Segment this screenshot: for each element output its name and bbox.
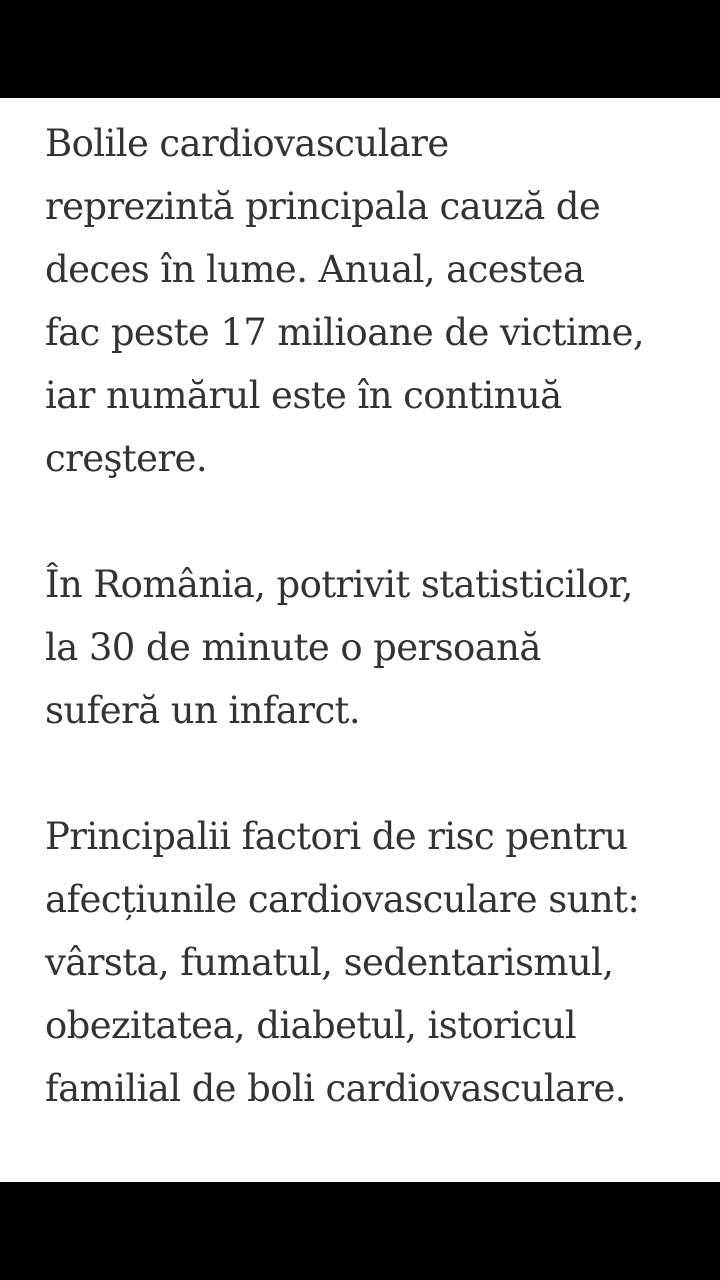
text-line: creştere.: [45, 437, 208, 480]
text-line: afecțiunile cardiovasculare sunt:: [45, 878, 640, 921]
text-line: deces în lume. Anual, acestea: [45, 248, 585, 291]
text-line: Principalii factori de risc pentru: [45, 815, 628, 858]
paragraph-romania-statistics: [45, 553, 700, 742]
text-line: la 30 de minute o persoană: [45, 626, 541, 669]
text-line: Bolile cardiovasculare: [45, 122, 449, 165]
paragraph-risk-factors: [45, 805, 700, 1120]
text-line: vârsta, fumatul, sedentarismul,: [45, 941, 614, 984]
text-line: În România, potrivit statisticilor,: [45, 563, 633, 606]
bottom-black-bar: [0, 1182, 720, 1280]
article-content: [0, 98, 720, 1182]
text-line: fac peste 17 milioane de victime,: [45, 311, 645, 354]
top-black-bar: [0, 0, 720, 98]
text-line: iar numărul este în continuă: [45, 374, 562, 417]
text-line: familial de boli cardiovasculare.: [45, 1067, 626, 1110]
text-line: suferă un infarct.: [45, 689, 360, 732]
text-line: obezitatea, diabetul, istoricul: [45, 1004, 576, 1047]
paragraph-cardiovascular-deaths: [45, 112, 700, 490]
text-line: reprezintă principala cauză de: [45, 185, 601, 228]
